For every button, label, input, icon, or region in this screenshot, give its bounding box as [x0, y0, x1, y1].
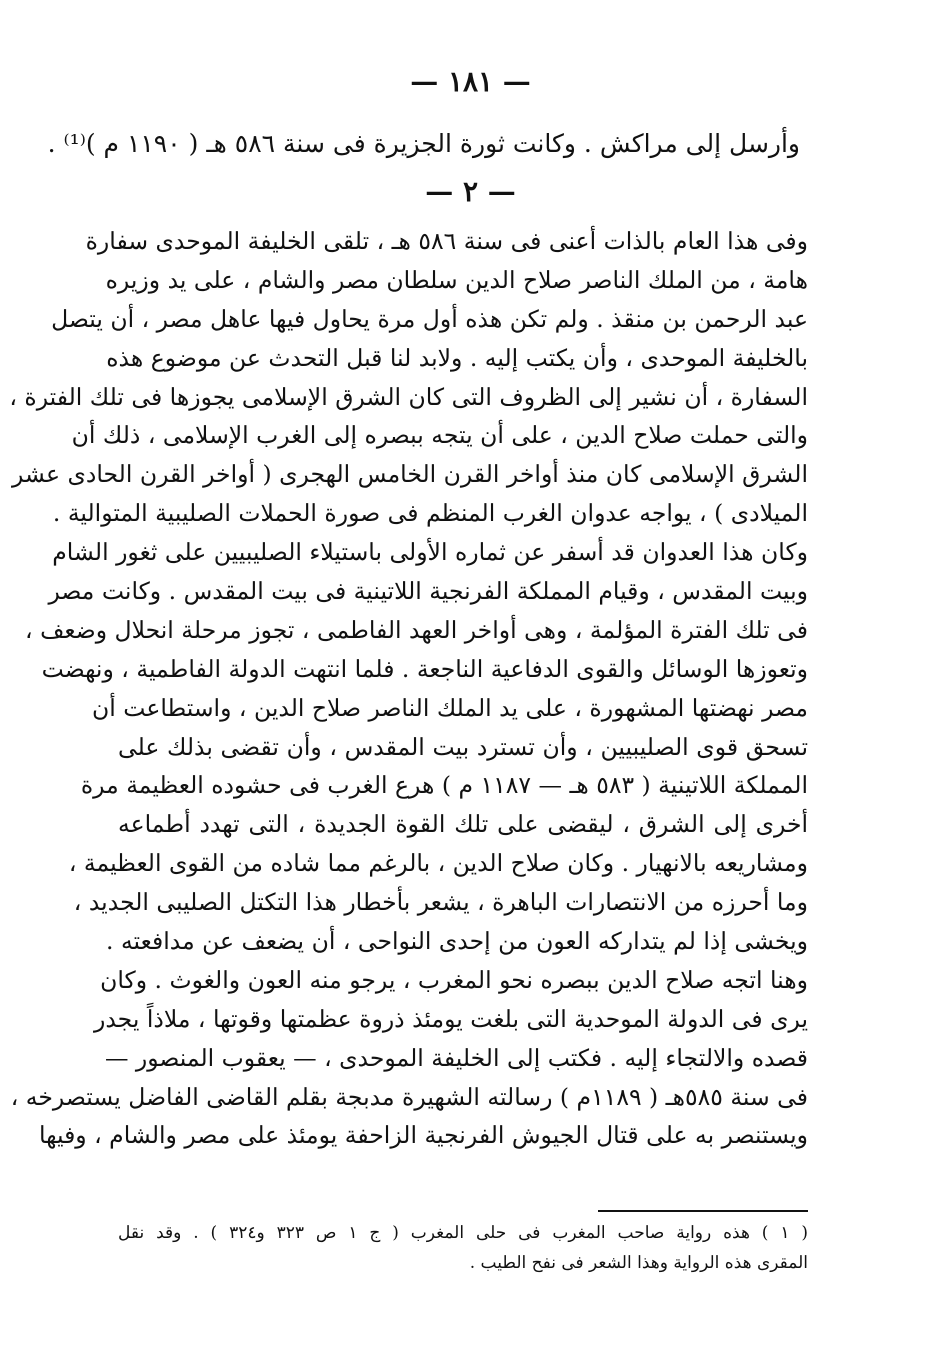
page-number: — ١٨١ — — [410, 65, 531, 98]
footnotes — [118, 1218, 808, 1278]
body-line: هامة ، من الملك الناصر صلاح الدين سلطان مصر والشام ، على يد وزيره — [105, 265, 808, 294]
body-line: ويخشى إذا لم يتداركه العون من إحدى النواحى ، أن يضعف عن مدافعته . — [106, 927, 808, 956]
body-line: يرى فى الدولة الموحدية التى بلغت يومئذ ذروة عظمتها وقوتها ، ملاذاً يجدر — [94, 1004, 808, 1033]
body-line: وبيت المقدس ، وقيام المملكة الفرنجية اللاتينية فى بيت المقدس . وكانت مصر — [48, 577, 808, 606]
section-number: — ٢ — — [425, 175, 516, 208]
body-line: فى تلك الفترة المؤلمة ، وهى أواخر العهد الفاطمى ، تجوز مرحلة انحلال وضعف ، — [25, 615, 808, 644]
body-line: عبد الرحمن بن منقذ . ولم تكن هذه أول مرة يحاول فيها عاهل مصر ، أن يتصل — [51, 304, 808, 333]
body-line: المملكة اللاتينية ( ٥٨٣ هـ — ١١٨٧ م ) هرع الغرب فى حشوده العظيمة مرة — [80, 771, 808, 800]
body-line: مصر نهضتها المشهورة ، على يد الملك الناصر صلاح الدين ، واستطاعت أن — [91, 693, 808, 722]
body-line: وتعوزها الوسائل والقوى الدفاعية الناجعة . فلما انتهت الدولة الفاطمية ، ونهضت — [41, 654, 808, 683]
body-line: وهنا اتجه صلاح الدين ببصره نحو المغرب ، يرجو منه العون والغوث . وكان — [100, 965, 808, 994]
body-line: الشرق الإسلامى كان منذ أواخر القرن الخامس الهجرى ( أواخر القرن الحادى عشر — [12, 460, 808, 489]
body-line: وكان هذا العدوان قد أسفر عن ثماره الأولى باستيلاء الصليبيين على ثغور الشام — [52, 538, 808, 567]
footnote-line: ( ١ ) هذه رواية صاحب المغرب فى حلى المغرب ( ج ١ ص ٣٢٣ و٣٢٤ ) . وقد نقل — [118, 1223, 808, 1243]
intro-line: وأرسل إلى مراكش . وكانت ثورة الجزيرة فى سنة ٥٨٦ هـ ( ١١٩٠ م )⁽¹⁾ . — [47, 129, 800, 158]
body-line: أخرى إلى الشرق ، ليقضى على تلك القوة الجديدة ، التى تهدد أطماعه — [118, 810, 808, 839]
body-line: والتى حملت صلاح الدين ، على أن يتجه ببصره إلى الغرب الإسلامى ، ذلك أن — [71, 421, 808, 450]
body-line: وما أحرزه من الانتصارات الباهرة ، يشعر بأخطار هذا التكتل الصليبى الجديد ، — [73, 888, 808, 917]
body-line: فى سنة ٥٨٥هـ ( ١١٨٩م ) رسالته الشهيرة مدبجة بقلم القاضى الفاضل يستصرخه ، — [10, 1082, 808, 1111]
footnote-divider — [598, 1210, 808, 1212]
body-line: السفارة ، أن نشير إلى الظروف التى كان الشرق الإسلامى يجوزها فى تلك الفترة ، — [9, 382, 808, 411]
body-line: ويستنصر به على قتال الجيوش الفرنجية الزاحفة يومئذ على مصر والشام ، وفيها — [38, 1121, 808, 1150]
body-text — [9, 222, 808, 1155]
body-line: بالخليفة الموحدى ، وأن يكتب إليه . ولابد لنا قبل التحدث عن موضوع هذه — [106, 343, 808, 372]
body-line: وفى هذا العام بالذات أعنى فى سنة ٥٨٦ هـ ، تلقى الخليفة الموحدى سفارة — [85, 227, 808, 255]
body-line: الميلادى ) ، يواجه عدوان الغرب المنظم فى صورة الحملات الصليبية المتوالية . — [52, 499, 808, 528]
body-line: تسحق قوى الصليبيين ، وأن تسترد بيت المقدس ، وأن تقضى بذلك على — [118, 732, 808, 761]
body-line: قصده والالتجاء إليه . فكتب إلى الخليفة الموحدى ، — يعقوب المنصور — — [104, 1043, 808, 1072]
body-line: ومشاريعه بالانهيار . وكان صلاح الدين ، بالرغم مما شاده من القوى العظيمة ، — [68, 849, 808, 878]
footnote-line: المقرى هذه الرواية وهذا الشعر فى نفح الطيب . — [469, 1253, 808, 1273]
